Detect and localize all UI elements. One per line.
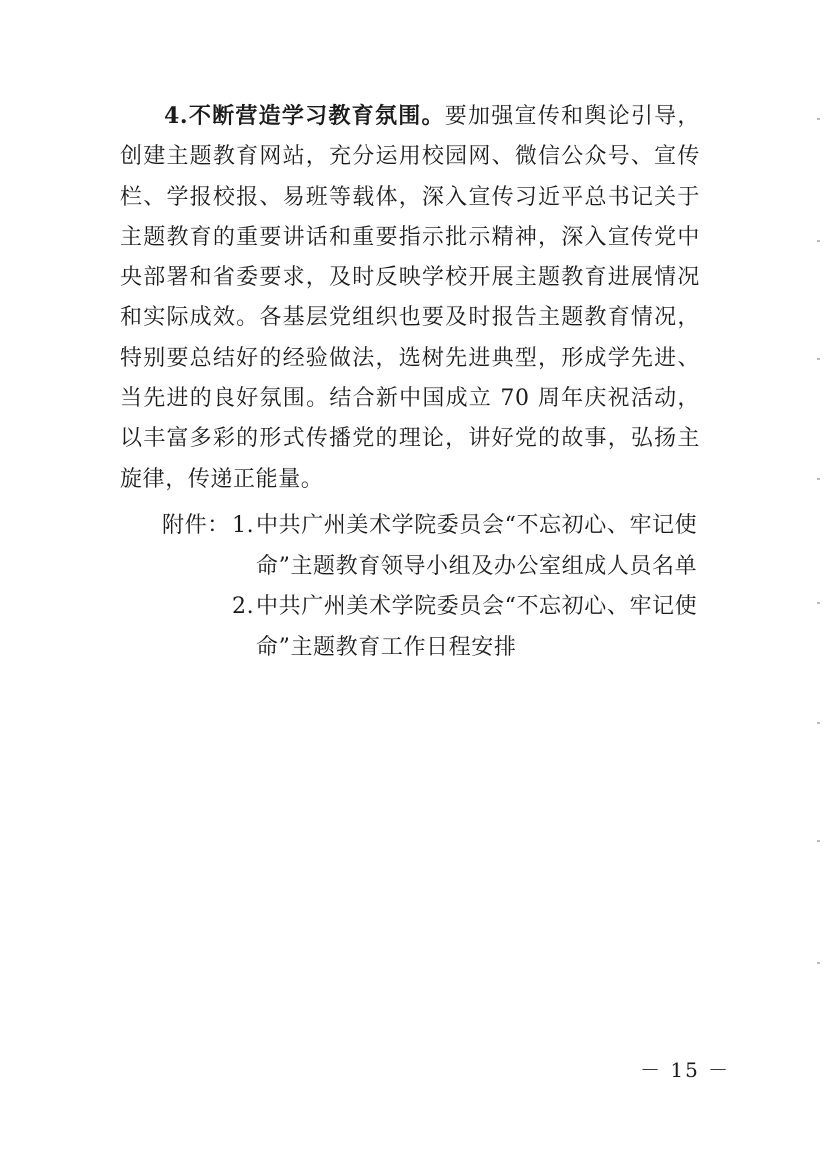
attachments-section xyxy=(162,506,702,668)
attachment-number: 1. xyxy=(232,513,255,538)
attachment-item-2 xyxy=(232,587,702,668)
scan-edge-mark xyxy=(817,478,820,480)
attachment-item-1 xyxy=(232,506,702,587)
scan-edge-mark xyxy=(817,962,820,964)
attachment-number: 2. xyxy=(232,594,255,619)
attachment-title: 中共广州美术学院委员会“不忘初心、牢记使命”主题教育工作日程安排 xyxy=(256,594,698,660)
scan-edge-mark xyxy=(817,722,820,724)
paragraph-body: 要加强宣传和舆论引导，创建主题教育网站，充分运用校园网、微信公众号、宣传栏、学报校报、易班等载体，深入宣传习近平总书记关于主题教育的重要讲话和重要指示批示精神，深入宣传党中央部署和省委要求，及时反映学校开展主题教育进展情况和实际成效。各基层党组织也要及时报告主题教育情况，特别要总结好的经验做法，选树先进典型，形成学先进、当先进的良好氛围。结合新中国成立 70 周年庆祝活动，以丰富多彩的形式传播党的理论，讲好党的故事，弘扬主旋律，传递正能量。 xyxy=(120,104,700,492)
scan-edge-mark xyxy=(817,840,820,842)
scan-edge-mark xyxy=(817,118,820,120)
scan-edge-mark xyxy=(817,240,820,242)
attachment-title: 中共广州美术学院委员会“不忘初心、牢记使命”主题教育领导小组及办公室组成人员名单 xyxy=(256,513,698,579)
paragraph-heading: 4.不断营造学习教育氛围。 xyxy=(164,103,445,129)
attachments-label: 附件： xyxy=(162,513,230,538)
page-number: － 15 － xyxy=(640,1058,731,1082)
scan-edge-mark xyxy=(817,358,820,360)
scan-edge-mark xyxy=(817,602,820,604)
attachments-list xyxy=(232,506,702,668)
body-paragraph xyxy=(120,96,700,500)
